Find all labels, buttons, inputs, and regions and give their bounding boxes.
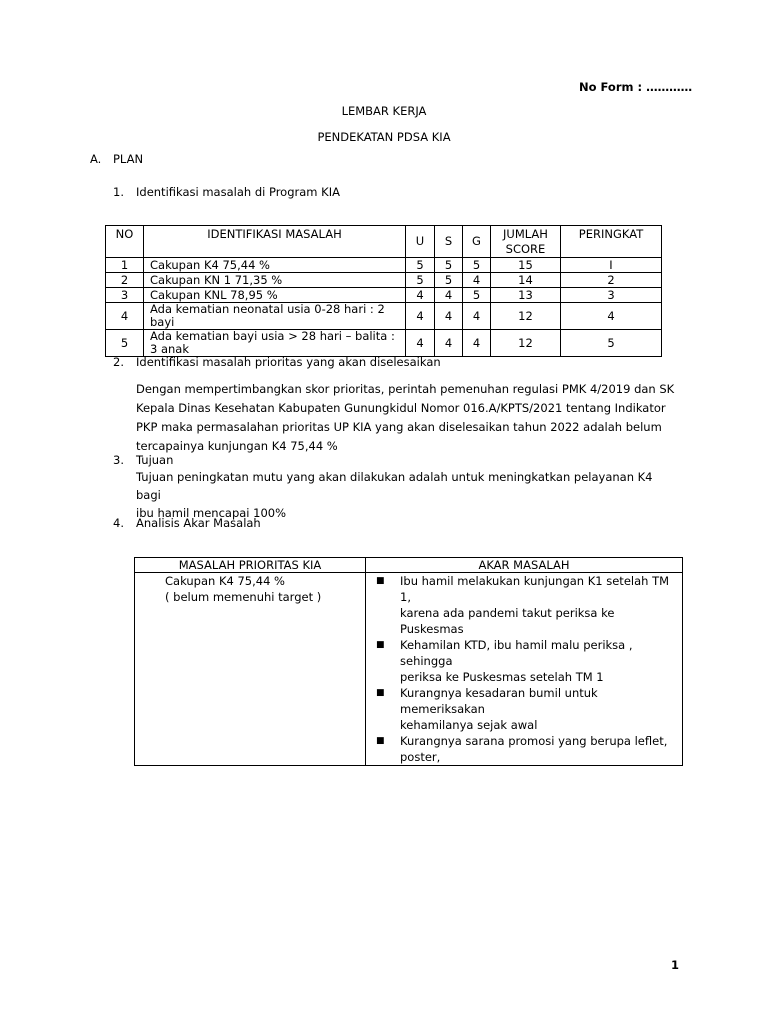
- cell-jumlah: 15: [491, 258, 561, 273]
- cell-s: 4: [435, 288, 463, 303]
- cell-no: 5: [106, 330, 144, 357]
- section-a-title: PLAN: [113, 152, 144, 166]
- priority-table: [105, 225, 662, 357]
- item2-number: 2.: [113, 355, 124, 369]
- header-akar-masalah: AKAR MASALAH: [366, 558, 683, 573]
- table-row: [106, 303, 662, 330]
- cell-u: 4: [406, 303, 435, 330]
- list-item-line: karena ada pandemi takut periksa ke Puskesmas: [400, 606, 615, 636]
- item2-paragraph: [136, 380, 676, 456]
- cell-no: 1: [106, 258, 144, 273]
- cell-jumlah: 13: [491, 288, 561, 303]
- list-item-line: Kehamilan KTD, ibu hamil malu periksa , sehingga: [400, 638, 633, 668]
- cell-masalah: Ada kematian bayi usia > 28 hari – balita : 3 anak: [144, 330, 406, 357]
- cell-peringkat: 4: [561, 303, 662, 330]
- bullet-icon: ■: [376, 688, 385, 698]
- header-no: NO: [106, 226, 144, 258]
- cell-masalah: Cakupan KN 1 71,35 %: [144, 273, 406, 288]
- paragraph-line: Kepala Dinas Kesehatan Kabupaten Gunungkidul Nomor 016.A/KPTS/2021 tentang Indikator: [136, 401, 666, 415]
- root-cause-list: [372, 573, 676, 765]
- item2-title: Identifikasi masalah prioritas yang akan diselesaikan: [136, 355, 441, 369]
- cell-masalah: Cakupan K4 75,44 %: [144, 258, 406, 273]
- item3-paragraph: [136, 468, 676, 522]
- list-item: [372, 573, 676, 637]
- page-number: 1: [671, 958, 680, 972]
- table-row: [135, 573, 683, 766]
- paragraph-line: PKP maka permasalahan prioritas UP KIA yang akan diselesaikan tahun 2022 adalah belum: [136, 420, 662, 434]
- masalah-line: Cakupan K4 75,44 %: [165, 574, 285, 588]
- list-item-line: Kurangnya sarana promosi yang berupa leflet,: [400, 734, 668, 748]
- cell-s: 5: [435, 258, 463, 273]
- header-g: G: [463, 226, 491, 258]
- paragraph-line: Tujuan peningkatan mutu yang akan dilakukan adalah untuk meningkatkan pelayanan K4 bagi: [136, 470, 653, 502]
- list-item-line: periksa ke Puskesmas setelah TM 1: [400, 670, 604, 684]
- root-cause-table-header: [135, 558, 683, 573]
- cell-s: 4: [435, 303, 463, 330]
- cell-u: 4: [406, 288, 435, 303]
- cell-g: 4: [463, 273, 491, 288]
- paragraph-line: tercapainya kunjungan K4 75,44 %: [136, 439, 338, 453]
- table-row: [106, 288, 662, 303]
- header-masalah-prioritas: MASALAH PRIORITAS KIA: [135, 558, 366, 573]
- list-item-line: poster,: [400, 750, 441, 764]
- bullet-icon: ■: [376, 736, 385, 746]
- cell-jumlah: 12: [491, 330, 561, 357]
- item3-title: Tujuan: [136, 453, 174, 467]
- cell-g: 4: [463, 303, 491, 330]
- cell-no: 2: [106, 273, 144, 288]
- cell-jumlah: 14: [491, 273, 561, 288]
- cell-peringkat: I: [561, 258, 662, 273]
- cell-masalah: Ada kematian neonatal usia 0-28 hari : 2 bayi: [144, 303, 406, 330]
- table-row: [106, 330, 662, 357]
- priority-table-header: [106, 226, 662, 258]
- list-item-line: Ibu hamil melakukan kunjungan K1 setelah TM 1,: [400, 574, 670, 604]
- table-row: [106, 258, 662, 273]
- cell-akar-masalah: [366, 573, 683, 766]
- bullet-icon: ■: [376, 640, 385, 650]
- list-item-line: Kurangnya kesadaran bumil untuk memeriksakan: [400, 686, 598, 716]
- list-item: [372, 733, 676, 765]
- list-item-line: kehamilanya sejak awal: [400, 718, 538, 732]
- cell-peringkat: 3: [561, 288, 662, 303]
- cell-g: 4: [463, 330, 491, 357]
- list-item: [372, 685, 676, 733]
- document-title: LEMBAR KERJA: [341, 104, 427, 118]
- section-a-marker: A.: [90, 152, 102, 166]
- cell-u: 5: [406, 258, 435, 273]
- paragraph-line: Dengan mempertimbangkan skor prioritas, perintah pemenuhan regulasi PMK 4/2019 dan SK: [136, 382, 675, 396]
- item1-title: Identifikasi masalah di Program KIA: [136, 185, 340, 199]
- cell-masalah: Cakupan KNL 78,95 %: [144, 288, 406, 303]
- cell-no: 4: [106, 303, 144, 330]
- root-cause-table: [134, 557, 683, 766]
- cell-no: 3: [106, 288, 144, 303]
- header-peringkat: PERINGKAT: [561, 226, 662, 258]
- paragraph-line: ibu hamil mencapai 100%: [136, 506, 287, 520]
- cell-peringkat: 2: [561, 273, 662, 288]
- header-identifikasi: IDENTIFIKASI MASALAH: [144, 226, 406, 258]
- document-subtitle: PENDEKATAN PDSA KIA: [317, 130, 451, 144]
- cell-u: 5: [406, 273, 435, 288]
- item4-title: Analisis Akar Masalah: [136, 516, 261, 530]
- bullet-icon: ■: [376, 576, 385, 586]
- cell-s: 5: [435, 273, 463, 288]
- item4-number: 4.: [113, 516, 124, 530]
- header-jumlah-score: JUMLAH SCORE: [491, 226, 561, 258]
- list-item: [372, 637, 676, 685]
- masalah-line: ( belum memenuhi target ): [165, 590, 322, 604]
- cell-peringkat: 5: [561, 330, 662, 357]
- header-s: S: [435, 226, 463, 258]
- item3-number: 3.: [113, 453, 124, 467]
- table-row: [106, 273, 662, 288]
- cell-g: 5: [463, 258, 491, 273]
- item1-number: 1.: [113, 185, 124, 199]
- cell-s: 4: [435, 330, 463, 357]
- form-number: No Form : …………: [579, 80, 693, 94]
- cell-masalah-prioritas: [135, 573, 366, 766]
- cell-jumlah: 12: [491, 303, 561, 330]
- cell-u: 4: [406, 330, 435, 357]
- header-u: U: [406, 226, 435, 258]
- cell-g: 5: [463, 288, 491, 303]
